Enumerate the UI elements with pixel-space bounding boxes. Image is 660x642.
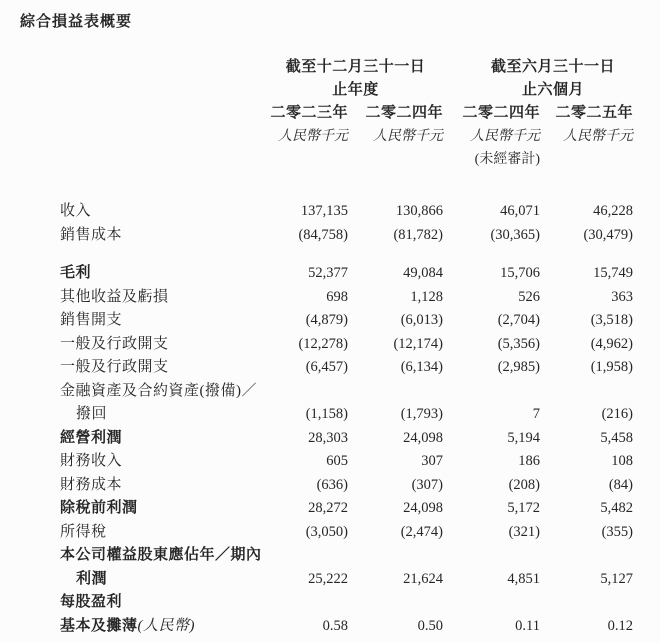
table-row — [36, 497, 633, 521]
row-label — [36, 403, 268, 427]
row-value: 5,172 — [507, 500, 540, 516]
table-header — [36, 56, 633, 171]
row-label-text: 一般及行政開支 — [60, 359, 169, 375]
row-value: 52,377 — [308, 265, 348, 281]
row-label — [36, 380, 268, 404]
row-label-text: 財務成本 — [60, 476, 123, 493]
table-row — [36, 309, 633, 333]
table-row — [36, 356, 633, 380]
row-value: 49,084 — [403, 265, 443, 281]
row-value: 28,303 — [308, 429, 348, 446]
row-value: (3,050) — [305, 523, 348, 540]
row-label-text: 其他收益及虧損 — [60, 288, 169, 305]
row-label — [36, 615, 268, 639]
row-label — [36, 309, 268, 333]
row-label-text: 本公司權益股東應佔年／期內 — [60, 547, 262, 563]
table-row — [36, 380, 633, 404]
row-label-text: 每股盈利 — [60, 594, 123, 610]
row-label — [36, 286, 268, 310]
row-value — [443, 591, 540, 615]
row-value: (6,457) — [305, 359, 348, 375]
row-value — [268, 544, 348, 568]
table-rows — [36, 200, 633, 638]
row-value: 526 — [518, 288, 540, 305]
row-value: 0.58 — [322, 617, 348, 634]
row-label — [36, 262, 268, 286]
column-year-2023: 二零二三年 — [270, 105, 348, 121]
row-value — [540, 380, 633, 404]
row-value — [443, 380, 540, 404]
row-label-suffix: (人民幣) — [137, 617, 196, 634]
row-value: (5,356) — [497, 335, 540, 352]
row-value: 15,749 — [593, 265, 633, 281]
row-value — [348, 591, 443, 615]
note-header-row — [36, 148, 633, 171]
table-row — [36, 615, 633, 639]
row-value: (307) — [411, 476, 443, 493]
row-value: 24,098 — [403, 429, 443, 446]
row-value: (355) — [601, 523, 633, 540]
row-value: (216) — [601, 406, 633, 422]
row-value: 5,482 — [600, 500, 633, 516]
row-label-text: 經營利潤 — [60, 429, 123, 446]
table-row — [36, 591, 633, 615]
row-value — [540, 591, 633, 615]
row-label-text: 撥回 — [76, 406, 108, 422]
row-value: 5,458 — [600, 429, 633, 446]
row-value: 108 — [611, 453, 633, 469]
row-label — [36, 200, 268, 224]
row-label — [36, 356, 268, 380]
period-group-six-months-sub: 止六個月 — [521, 82, 584, 98]
table-row — [36, 427, 633, 451]
row-value: (2,985) — [497, 359, 540, 375]
row-label — [36, 544, 268, 568]
row-label-text: 金融資產及合約資產(撥備)／ — [60, 382, 257, 399]
unit-header-row — [36, 125, 633, 148]
row-value: 5,194 — [507, 429, 540, 446]
table-row — [36, 450, 633, 474]
row-label-text: 基本及攤薄 — [60, 617, 138, 634]
row-value: 28,272 — [308, 500, 348, 516]
row-value — [348, 544, 443, 568]
row-value: (1,158) — [305, 406, 348, 422]
row-value: 1,128 — [410, 288, 443, 305]
row-label — [36, 450, 268, 474]
period-group-year-ended: 截至十二月三十一日 — [285, 59, 426, 75]
row-value: 363 — [611, 288, 633, 305]
row-value: (3,518) — [590, 312, 633, 328]
header-spacer — [36, 56, 268, 79]
period-group-row-2 — [36, 79, 633, 102]
row-value: (636) — [316, 476, 348, 493]
column-year-2025: 二零二五年 — [555, 105, 633, 121]
table-row — [36, 262, 633, 286]
row-label — [36, 568, 268, 592]
table-row — [36, 568, 633, 592]
row-value: 0.50 — [417, 617, 443, 634]
row-value: (6,134) — [400, 359, 443, 375]
row-label-text: 除稅前利潤 — [60, 500, 138, 516]
row-value: (12,278) — [298, 335, 348, 352]
page-title: 綜合損益表概要 — [20, 14, 133, 30]
row-label — [36, 333, 268, 357]
row-value: 605 — [326, 453, 348, 469]
row-label-text: 利潤 — [76, 570, 108, 587]
row-value: 21,624 — [403, 570, 443, 587]
row-value: (4,879) — [305, 312, 348, 328]
row-value: 0.12 — [607, 617, 633, 634]
row-value: 24,098 — [403, 500, 443, 516]
row-value: 15,706 — [500, 265, 540, 281]
row-label — [36, 521, 268, 545]
header-spacer — [36, 79, 268, 102]
row-value: (2,704) — [497, 312, 540, 328]
row-label-text: 財務收入 — [60, 453, 123, 469]
table-row — [36, 403, 633, 427]
row-value: (30,479) — [583, 226, 633, 243]
row-value: (1,958) — [590, 359, 633, 375]
column-unit: 人民幣千元 — [373, 129, 443, 144]
row-value: 186 — [518, 453, 540, 469]
row-value: (84) — [608, 476, 633, 493]
period-group-year-ended-sub: 止年度 — [332, 82, 379, 98]
row-label-text: 銷售成本 — [60, 226, 123, 243]
column-note — [348, 148, 443, 171]
row-label — [36, 224, 268, 248]
row-value: 4,851 — [507, 570, 540, 587]
row-value — [540, 544, 633, 568]
column-year-2024: 二零二四年 — [365, 105, 443, 121]
row-value: (81,782) — [393, 226, 443, 243]
row-value: (84,758) — [298, 226, 348, 243]
row-value — [348, 380, 443, 404]
row-value: 0.11 — [515, 617, 540, 634]
row-value: 46,228 — [593, 203, 633, 219]
row-value: 7 — [532, 406, 540, 422]
row-label-text: 一般及行政開支 — [60, 335, 169, 352]
table-row — [36, 224, 633, 248]
row-value: (321) — [508, 523, 540, 540]
column-unit: 人民幣千元 — [470, 129, 540, 144]
row-label — [36, 591, 268, 615]
column-note — [540, 148, 633, 171]
year-header-row — [36, 102, 633, 125]
row-value: 307 — [421, 453, 443, 469]
row-value: (6,013) — [400, 312, 443, 328]
header-spacer — [36, 148, 268, 171]
row-label-text: 銷售開支 — [60, 312, 123, 328]
row-label — [36, 474, 268, 498]
table-row — [36, 544, 633, 568]
header-spacer — [36, 125, 268, 148]
column-unit: 人民幣千元 — [278, 129, 348, 144]
row-value: (2,474) — [400, 523, 443, 540]
row-value: 698 — [326, 288, 348, 305]
row-value: (30,365) — [490, 226, 540, 243]
table-row — [36, 200, 633, 224]
row-value: 25,222 — [308, 570, 348, 587]
row-value — [268, 591, 348, 615]
row-label — [36, 497, 268, 521]
table-row — [36, 286, 633, 310]
column-note-unaudited: (未經審計) — [474, 152, 540, 167]
row-value: (1,793) — [400, 406, 443, 422]
row-value: 137,135 — [300, 203, 348, 219]
table-row — [36, 474, 633, 498]
period-group-six-months: 截至六月三十一日 — [490, 59, 615, 75]
row-value: (12,174) — [393, 335, 443, 352]
row-label-text: 所得稅 — [60, 523, 107, 540]
row-value: 46,071 — [500, 203, 540, 219]
row-value: (208) — [508, 476, 540, 493]
row-value — [443, 544, 540, 568]
row-value: (4,962) — [590, 335, 633, 352]
period-group-row-1 — [36, 56, 633, 79]
table-row — [36, 333, 633, 357]
row-value — [268, 380, 348, 404]
column-note — [268, 148, 348, 171]
table-row — [36, 521, 633, 545]
row-value: 130,866 — [395, 203, 443, 219]
row-value: 5,127 — [600, 570, 633, 587]
column-year-2024-interim: 二零二四年 — [462, 105, 540, 121]
row-label-text: 收入 — [60, 203, 92, 219]
column-unit: 人民幣千元 — [563, 129, 633, 144]
header-spacer — [36, 102, 268, 125]
row-label-text: 毛利 — [60, 265, 92, 281]
row-label — [36, 427, 268, 451]
